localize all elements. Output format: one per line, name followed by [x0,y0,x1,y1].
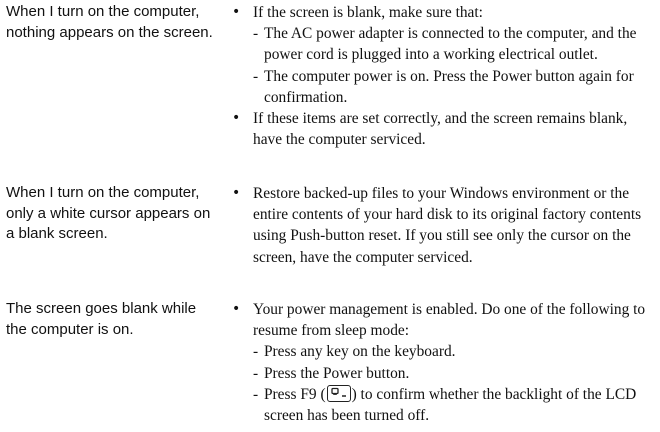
solution-bullet [228,108,658,150]
backlight-key-icon [327,385,351,402]
bullet-icon: • [232,185,241,201]
dash-icon: - [253,385,259,403]
sub-item-text: Press any key on the keyboard. [264,343,456,361]
sub-item-text: The AC power adapter is connected to the computer, and the power cord is plugged into a working electrical outlet. [264,25,637,64]
solution-bullet [228,2,658,23]
dash-icon: - [253,67,259,85]
solution-list [228,299,658,426]
dash-icon: - [253,25,259,43]
sub-item [253,66,658,108]
sub-item [253,363,658,384]
solution-text: If these items are set correctly, and the screen remains blank, have the computer serviced. [253,110,628,149]
dash-icon: - [253,364,259,382]
solution-text: If the screen is blank, make sure that: [253,4,483,21]
sub-item-text: Press the Power button. [264,364,410,382]
dash-icon: - [253,343,259,361]
bullet-icon: • [232,110,241,127]
problem-text: When I turn on the computer, only a white cursor appears on a blank screen. [6,184,211,242]
solution-bullet [228,183,658,268]
solution-text: Your power management is enabled. Do one of the following to resume from sleep mode: [253,301,646,340]
sub-item-text-before: Press F9 ( [264,385,326,403]
problem-text: When I turn on the computer, nothing appears on the screen. [6,3,213,41]
solution-list [228,2,658,150]
sub-item [253,23,658,65]
solution-text: Restore backed-up files to your Windows environment or the entire contents of your hard disk to its original factory contents using Push-button reset. If you still see only the cursor on the screen, have the computer serviced. [253,185,642,266]
sub-item [253,341,658,362]
problem-text: The screen goes blank while the computer is on. [6,300,197,338]
solution-bullet [228,299,658,341]
bullet-icon: • [232,301,241,317]
bullet-icon: • [232,4,241,20]
sub-item [253,384,658,426]
sub-item-text-after: ) to confirm whether the backlight of the LCD screen has been turned off. [264,385,637,425]
solution-list [228,183,658,268]
sub-item-text: The computer power is on. Press the Power button again for confirmation. [264,67,634,106]
